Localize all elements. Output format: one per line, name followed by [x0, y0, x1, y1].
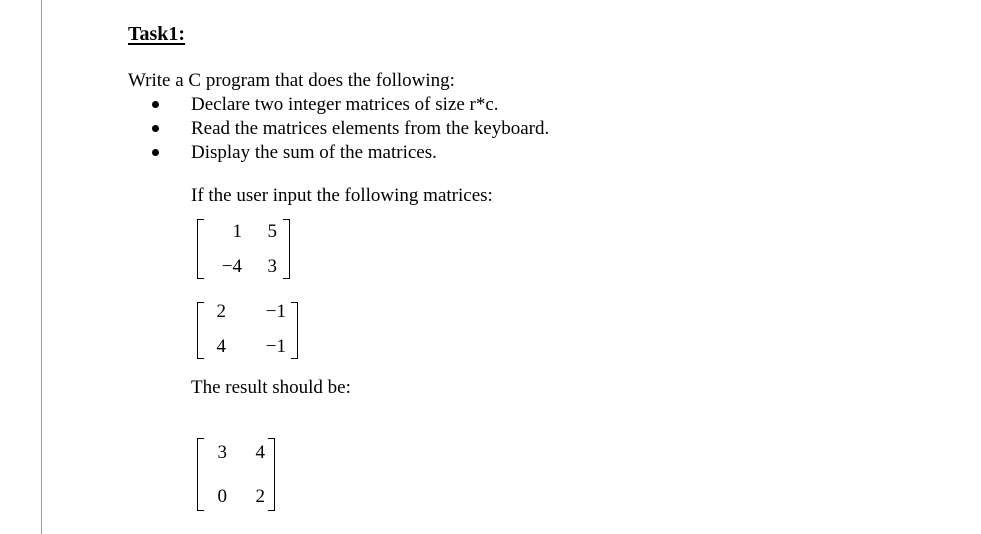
left-bracket — [197, 302, 204, 359]
result-matrix — [197, 438, 275, 511]
right-bracket — [283, 219, 290, 279]
page-margin-line — [41, 0, 42, 534]
right-bracket — [291, 302, 298, 359]
bullet-icon — [152, 149, 159, 156]
list-item-text: Read the matrices elements from the keyboard. — [191, 118, 550, 139]
matrix-cell: 4 — [255, 442, 265, 463]
matrix-cell: 1 — [232, 221, 242, 242]
matrix-cell: −4 — [221, 256, 242, 277]
task-title: Task1: — [128, 23, 186, 45]
matrix-cell: 5 — [267, 221, 277, 242]
matrix-cell: 0 — [217, 486, 227, 507]
bullet-icon — [152, 101, 159, 108]
list-item-text: Display the sum of the matrices. — [191, 142, 437, 163]
input-prompt: If the user input the following matrices: — [191, 185, 493, 206]
matrix-cell: 3 — [217, 442, 227, 463]
matrix-cell: −1 — [265, 301, 286, 322]
bullet-icon — [152, 125, 159, 132]
matrix-cell: 2 — [216, 301, 226, 322]
matrix-cell: 4 — [216, 336, 226, 357]
matrix-cell: 3 — [267, 256, 277, 277]
matrix-cell: −1 — [265, 336, 286, 357]
matrix-cell: 2 — [255, 486, 265, 507]
right-bracket — [268, 438, 275, 511]
left-bracket — [197, 219, 204, 279]
matrix-b — [197, 302, 298, 359]
matrix-a — [197, 219, 290, 279]
task-intro: Write a C program that does the following: — [128, 70, 455, 91]
left-bracket — [197, 438, 204, 511]
list-item-text: Declare two integer matrices of size r*c. — [191, 94, 499, 115]
result-label: The result should be: — [191, 377, 351, 398]
